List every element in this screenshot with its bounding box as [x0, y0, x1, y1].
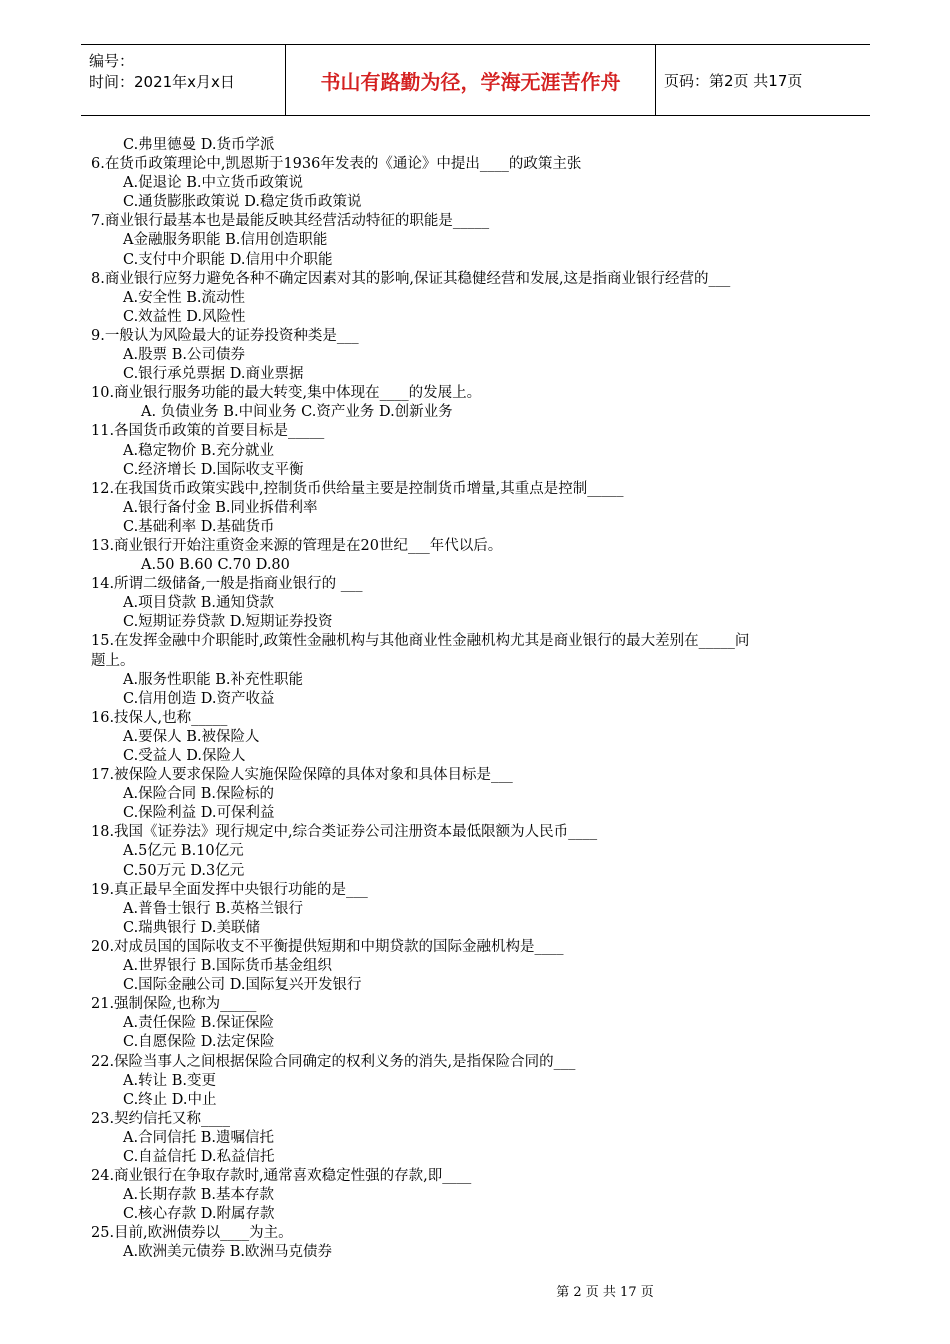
option-line: C.支付中介职能 D.信用中介职能: [123, 251, 333, 268]
option-line: C.瑞典银行 D.美联储: [123, 919, 261, 936]
option-line: C.效益性 D.风险性: [123, 308, 246, 325]
question-line: 25.目前,欧洲债券以____为主。: [91, 1225, 293, 1242]
option-line: C.自益信托 D.私益信托: [123, 1148, 275, 1165]
question-line: 8.商业银行应努力避免各种不确定因素对其的影响,保证其稳健经营和发展,这是指商业银行经营的___: [91, 270, 731, 287]
question-line: 22.保险当事人之间根据保险合同确定的权利义务的消失,是指保险合同的___: [91, 1053, 576, 1070]
serial-label: 编号：: [89, 52, 135, 70]
question-line: 21.强制保险,也称为_____: [91, 996, 257, 1013]
question-list: [91, 136, 871, 1263]
option-line: A.股票 B.公司债券: [123, 347, 245, 364]
option-line: A.普鲁士银行 B.英格兰银行: [123, 900, 303, 917]
option-line: C.基础利率 D.基础货币: [123, 518, 275, 535]
option-line: A.要保人 B.被保险人: [123, 728, 260, 745]
option-line: A.安全性 B.流动性: [123, 289, 245, 306]
option-line: C.50万元 D.3亿元: [123, 862, 245, 879]
question-line: 题上。: [91, 652, 135, 669]
question-line: 6.在货币政策理论中,凯恩斯于1936年发表的《通论》中提出____的政策主张: [91, 156, 582, 173]
option-line: C.信用创造 D.资产收益: [123, 690, 275, 707]
option-line: C.核心存款 D.附属存款: [123, 1206, 275, 1223]
question-line: 10.商业银行服务功能的最大转变,集中体现在____的发展上。: [91, 385, 482, 402]
option-line: A.银行备付金 B.同业拆借利率: [123, 499, 318, 516]
question-line: 17.被保险人要求保险人实施保险保障的具体对象和具体目标是___: [91, 767, 513, 784]
page-footer: 第 2 页 共 17 页: [556, 1285, 654, 1300]
question-line: 7.商业银行最基本也是最能反映其经营活动特征的职能是_____: [91, 213, 490, 230]
option-line: C.经济增长 D.国际收支平衡: [123, 461, 304, 478]
page-header: [81, 44, 870, 116]
option-line: A.合同信托 B.遗嘱信托: [123, 1129, 274, 1146]
question-line: 18.我国《证券法》现行规定中,综合类证券公司注册资本最低限额为人民币____: [91, 824, 598, 841]
option-line: A.5亿元 B.10亿元: [123, 843, 244, 860]
option-line: A.转让 B.变更: [123, 1072, 216, 1089]
header-meta: [81, 45, 286, 115]
option-line: A.50 B.60 C.70 D.80: [141, 557, 290, 574]
option-line: C.自愿保险 D.法定保险: [123, 1034, 275, 1051]
header-motto: 书山有路勤为径，学海无涯苦作舟: [286, 45, 656, 115]
option-line: A.服务性职能 B.补充性职能: [123, 671, 303, 688]
question-line: 13.商业银行开始注重资金来源的管理是在20世纪___年代以后。: [91, 537, 503, 554]
question-line: 14.所谓二级储备,一般是指商业银行的 ___: [91, 576, 363, 593]
question-line: 24.商业银行在争取存款时,通常喜欢稳定性强的存款,即____: [91, 1168, 472, 1185]
question-line: 11.各国货币政策的首要目标是_____: [91, 423, 325, 440]
option-line: C.终止 D.中止: [123, 1091, 217, 1108]
option-line: C.通货膨胀政策说 D.稳定货币政策说: [123, 194, 362, 211]
option-line: C.弗里德曼 D.货币学派: [123, 137, 275, 153]
option-line: A.欧洲美元债券 B.欧洲马克债券: [123, 1244, 332, 1261]
question-line: 19.真正最早全面发挥中央银行功能的是___: [91, 881, 368, 898]
header-page-info: 页码：第2页 共17页: [664, 71, 803, 90]
option-line: C.国际金融公司 D.国际复兴开发银行: [123, 977, 362, 994]
question-line: 12.在我国货币政策实践中,控制货币供给量主要是控制货币增量,其重点是控制_____: [91, 480, 624, 497]
option-line: A. 负债业务 B.中间业务 C.资产业务 D.创新业务: [141, 404, 453, 421]
option-line: C.保险利益 D.可保利益: [123, 805, 275, 822]
option-line: A.促退论 B.中立货币政策说: [123, 175, 303, 192]
option-line: C.受益人 D.保险人: [123, 748, 246, 764]
question-line: 9.一般认为风险最大的证券投资种类是___: [91, 327, 359, 344]
option-line: A.世界银行 B.国际货币基金组织: [123, 958, 332, 975]
option-line: C.短期证券贷款 D.短期证券投资: [123, 614, 333, 631]
option-line: A金融服务职能 B.信用创造职能: [123, 232, 328, 249]
question-line: 23.契约信托又称____: [91, 1110, 231, 1127]
option-line: A.稳定物价 B.充分就业: [123, 442, 274, 459]
option-line: C.银行承兑票据 D.商业票据: [123, 366, 304, 383]
option-line: A.项目贷款 B.通知贷款: [123, 595, 274, 612]
question-line: 16.技保人,也称_____: [91, 709, 228, 726]
option-line: A.保险合同 B.保险标的: [123, 786, 274, 803]
time-label: 时间：2021年x月x日: [89, 73, 235, 91]
question-line: 15.在发挥金融中介职能时,政策性金融机构与其他商业性金融机构尤其是商业银行的最大差别在_____问: [91, 633, 750, 650]
option-line: A.长期存款 B.基本存款: [123, 1187, 274, 1204]
option-line: A.责任保险 B.保证保险: [123, 1015, 274, 1032]
question-line: 20.对成员国的国际收支不平衡提供短期和中期贷款的国际金融机构是____: [91, 938, 564, 955]
